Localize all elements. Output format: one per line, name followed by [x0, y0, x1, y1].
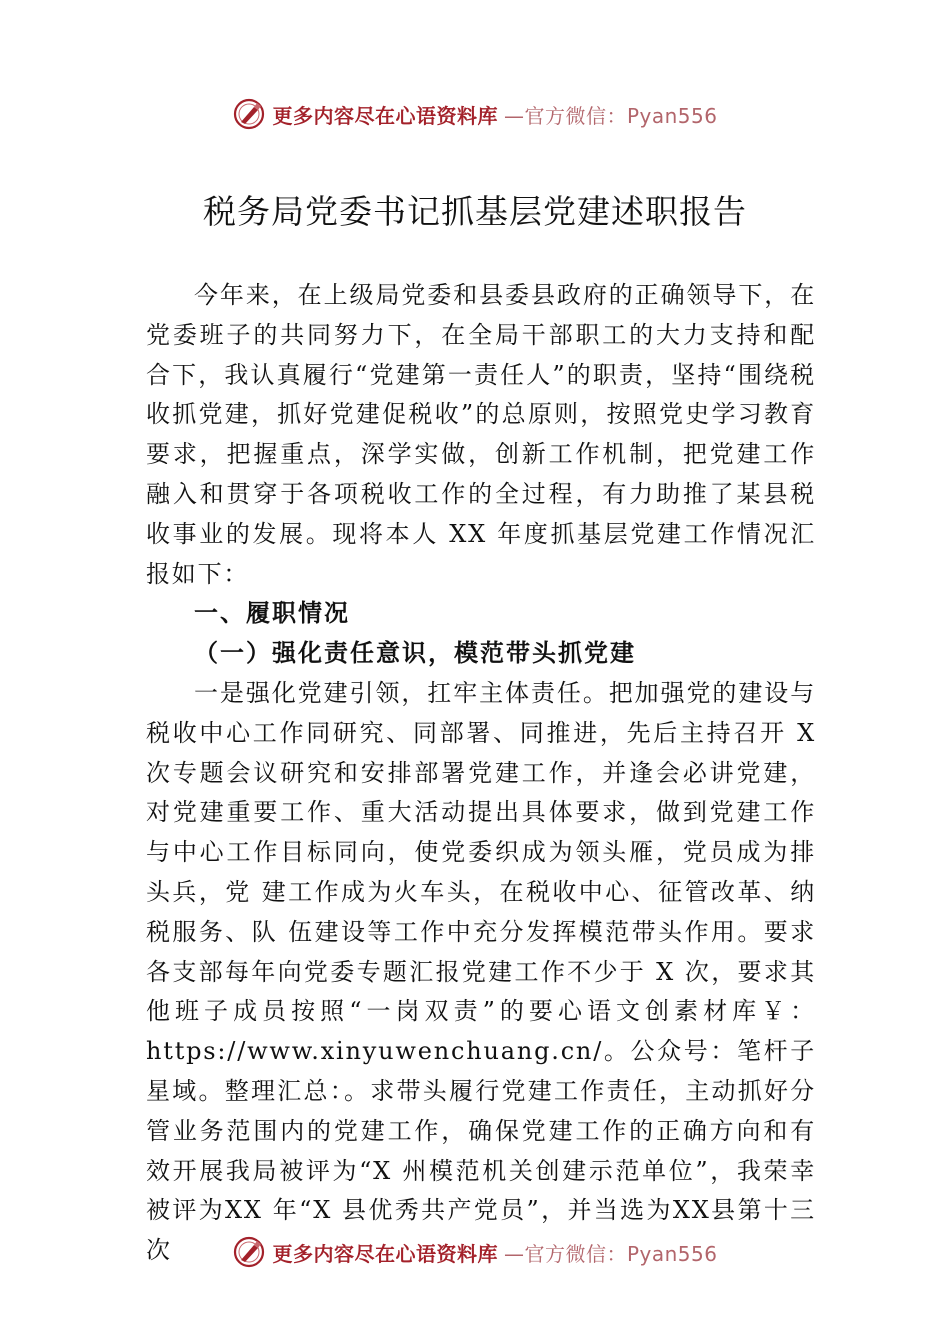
- pen-nib-seal-logo-icon: [232, 1235, 266, 1269]
- subsection-heading: （一）强化责任意识，模范带头抓党建: [194, 639, 636, 668]
- banner-brand-text: 更多内容尽在心语资料库: [272, 103, 498, 128]
- pen-nib-seal-logo-icon: [232, 97, 266, 131]
- footer-banner: [0, 1232, 950, 1272]
- section-heading: 一、履职情况: [194, 599, 350, 628]
- intro-paragraph: 今年来，在上级局党委和县委县政府的正确领导下，在党委班子的共同努力下，在全局干部职工的大力支持和配合下，我认真履行“党建第一责任人”的职责，坚持“围绕税收抓党建，抓好党建促税收”的总原则，按照党史学习教育要求，把握重点，深学实做，创新工作机制，把党建工作融入和贯穿于各项税收工作的全过程，有力助推了某县税收事业的发展。现将本人 XX 年度抓基层党建工作情况汇报如下：: [146, 281, 816, 588]
- document-title: 税务局党委书记抓基层党建述职报告: [203, 192, 747, 231]
- document-body: [146, 276, 816, 1271]
- header-banner: [0, 94, 950, 134]
- body-paragraph: 一是强化党建引领，扛牢主体责任。把加强党的建设与税收中心工作同研究、同部署、同推进，先后主持召开 X 次专题会议研究和安排部署党建工作，并逢会必讲党建，对党建重要工作、重大活动提出具体要求，做到党建工作与中心工作目标同向，使党委织成为领头雁，党员成为排头兵，党 建工作成为火车头，在税收中心、征管改革、纳税服务、队 伍建设等工作中充分发挥模范带头作用。要求各支部每年向党委专题汇报党建工作不少于 X 次，要求其他班子成员按照“一岗双责”的要心语文创素材库￥：https://www.xinyuwenchuang.cn/。公众号：笔杆子星域。整理汇总：。求带头履行党建工作责任，主动抓好分管业务范围内的党建工作，确保党建工作的正确方向和有效开展我局被评为“X 州模范机关创建示范单位”，我荣幸被评为XX 年“X 县优秀共产党员”，并当选为XX县第十三次: [146, 678, 816, 1265]
- banner-brand-text: 更多内容尽在心语资料库: [272, 1241, 498, 1266]
- banner-contact-text: —官方微信：Pyan556: [503, 103, 718, 128]
- banner-contact-text: —官方微信：Pyan556: [503, 1241, 718, 1266]
